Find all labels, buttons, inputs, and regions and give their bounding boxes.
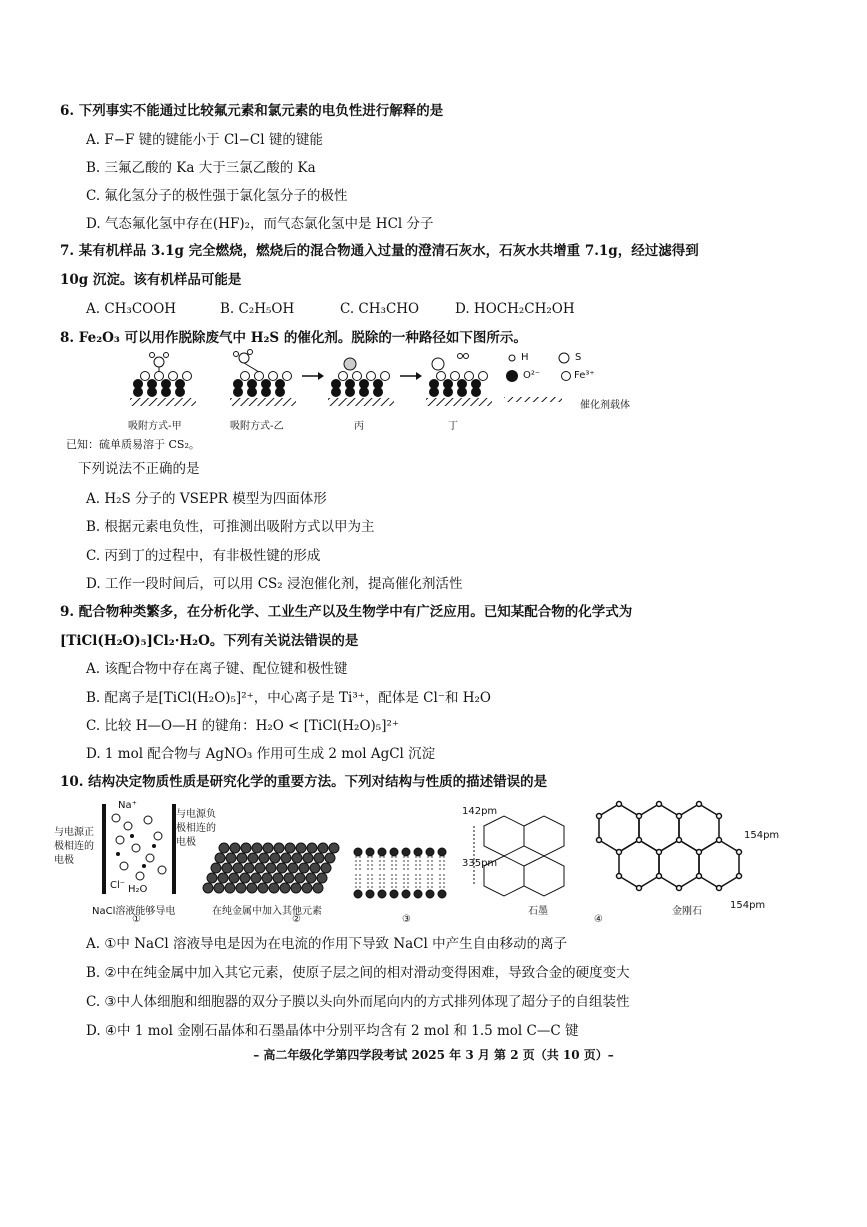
q9-option-a: A. 该配合物中存在离子键、配位键和极性键 [86, 661, 348, 677]
q9-stem-cont: [TiCl(H₂O)₅]Cl₂·H₂O。下列有关说法错误的是 [60, 633, 359, 649]
q10-dim-154-b: 154pm [730, 900, 766, 911]
q10-right-electrode-label: 与电源负极相连的电极 [176, 809, 216, 848]
panel-bing [328, 358, 394, 406]
fig3-bilayer [354, 848, 446, 898]
q8-option-a: A. H₂S 分子的 VSEPR 模型为四面体形 [86, 491, 327, 507]
q10-dim-142: 142pm [462, 806, 498, 817]
q8-label-bing: 丙 [354, 421, 364, 432]
q7-option-c: C. CH₃CHO [340, 301, 420, 317]
q8-adsorption-figure [120, 348, 680, 438]
q8-legend-h: H [521, 352, 529, 363]
q10-option-d: D. ④中 1 mol 金刚石晶体和石墨晶体中分别平均含有 2 mol 和 1.5 mol C—C 键 [86, 1023, 579, 1039]
q9-option-d: D. 1 mol 配合物与 AgNO₃ 作用可生成 2 mol AgCl 沉淀 [86, 746, 436, 762]
q10-num-3: ③ [402, 914, 411, 925]
q10-cl-label: Cl⁻ [110, 880, 126, 891]
fig2-alloy-layers [203, 843, 339, 893]
q8-option-c: C. 丙到丁的过程中，有非极性键的形成 [86, 548, 321, 564]
q8-option-d: D. 工作一段时间后，可以用 CS₂ 浸泡催化剂，提高催化剂活性 [86, 576, 463, 592]
q7-option-a: A. CH₃COOH [86, 301, 177, 317]
q8-legend-fe: Fe³⁺ [574, 370, 595, 381]
fig4-diamond [597, 802, 742, 891]
q6-option-b: B. 三氟乙酸的 Ka 大于三氯乙酸的 Ka [86, 160, 316, 176]
q6-option-c: C. 氟化氢分子的极性强于氯化氢分子的极性 [86, 188, 348, 204]
q10-h2o-label: H₂O [128, 884, 148, 895]
q10-num-4: ④ [594, 914, 603, 925]
q10-caption-graphite: 石墨 [528, 906, 548, 917]
q10-na-label: Na⁺ [118, 800, 137, 811]
q10-option-c: C. ③中人体细胞和细胞器的双分子膜以头向外而尾向内的方式排列体现了超分子的自组装性 [86, 994, 630, 1010]
page-footer: – 高二年级化学第四学段考试 2025 年 3 月 第 2 页（共 10 页）– [253, 1048, 614, 1062]
panel-jia [130, 353, 196, 407]
q8-prompt: 下列说法不正确的是 [78, 461, 200, 477]
q10-dim-335: 335pm [462, 858, 498, 869]
q6-option-d: D. 气态氟化氢中存在(HF)₂，而气态氯化氢中是 HCl 分子 [86, 216, 434, 232]
q7-option-d: D. HOCH₂CH₂OH [455, 301, 575, 317]
q8-label-yi: 吸附方式-乙 [230, 421, 284, 432]
q10-num-2: ② [292, 914, 301, 925]
q9-option-b: B. 配离子是[TiCl(H₂O)₅]²⁺，中心离子是 Ti³⁺，配体是 Cl⁻和 H₂O [86, 690, 491, 706]
q9-option-c: C. 比较 H—O—H 的键角：H₂O < [TiCl(H₂O)₅]²⁺ [86, 718, 400, 734]
q8-legend-s: S [575, 352, 582, 363]
q10-caption-2: 在纯金属中加入其他元素 [212, 906, 322, 917]
q10-left-electrode-label: 与电源正极相连的电极 [54, 827, 94, 866]
q10-option-b: B. ②中在纯金属中加入其它元素，使原子层之间的相对滑动变得困难，导致合金的硬度变大 [86, 965, 630, 981]
q6-stem: 6. 下列事实不能通过比较氟元素和氯元素的电负性进行解释的是 [60, 103, 444, 119]
q10-option-a: A. ①中 NaCl 溶液导电是因为在电流的作用下导致 NaCl 中产生自由移动的离子 [86, 936, 568, 952]
q10-stem: 10. 结构决定物质性质是研究化学的重要方法。下列对结构与性质的描述错误的是 [60, 774, 548, 790]
q7-option-b: B. C₂H₅OH [220, 301, 295, 317]
q10-structure-figure [54, 796, 754, 916]
q8-option-b: B. 根据元素电负性，可推测出吸附方式以甲为主 [86, 519, 375, 535]
q9-stem: 9. 配合物种类繁多，在分析化学、工业生产以及生物学中有广泛应用。已知某配合物的化学式为 [60, 604, 633, 620]
q6-option-a: A. F−F 键的键能小于 Cl−Cl 键的键能 [86, 132, 323, 148]
q7-stem-cont: 10g 沉淀。该有机样品可能是 [60, 272, 242, 288]
panel-ding [426, 354, 492, 407]
q8-legend-o: O²⁻ [523, 370, 541, 381]
q8-label-ding: 丁 [448, 421, 458, 432]
q10-caption-1: NaCl溶液能够导电 [92, 906, 176, 917]
panel-yi [230, 350, 296, 407]
q8-legend-support: 催化剂载体 [580, 400, 630, 411]
q10-dim-154-a: 154pm [744, 830, 780, 841]
q10-caption-diamond: 金刚石 [672, 906, 702, 917]
q8-stem: 8. Fe₂O₃ 可以用作脱除废气中 H₂S 的催化剂。脱除的一种路径如下图所示。 [60, 330, 527, 346]
q7-stem: 7. 某有机样品 3.1g 完全燃烧，燃烧后的混合物通入过量的澄清石灰水，石灰水共增重 7.1g，经过滤得到 [60, 243, 699, 259]
q8-label-jia: 吸附方式-甲 [128, 421, 182, 432]
q8-note: 已知：硫单质易溶于 CS₂。 [66, 438, 200, 451]
fig4-graphite [474, 816, 564, 896]
q10-num-1: ① [132, 914, 141, 925]
